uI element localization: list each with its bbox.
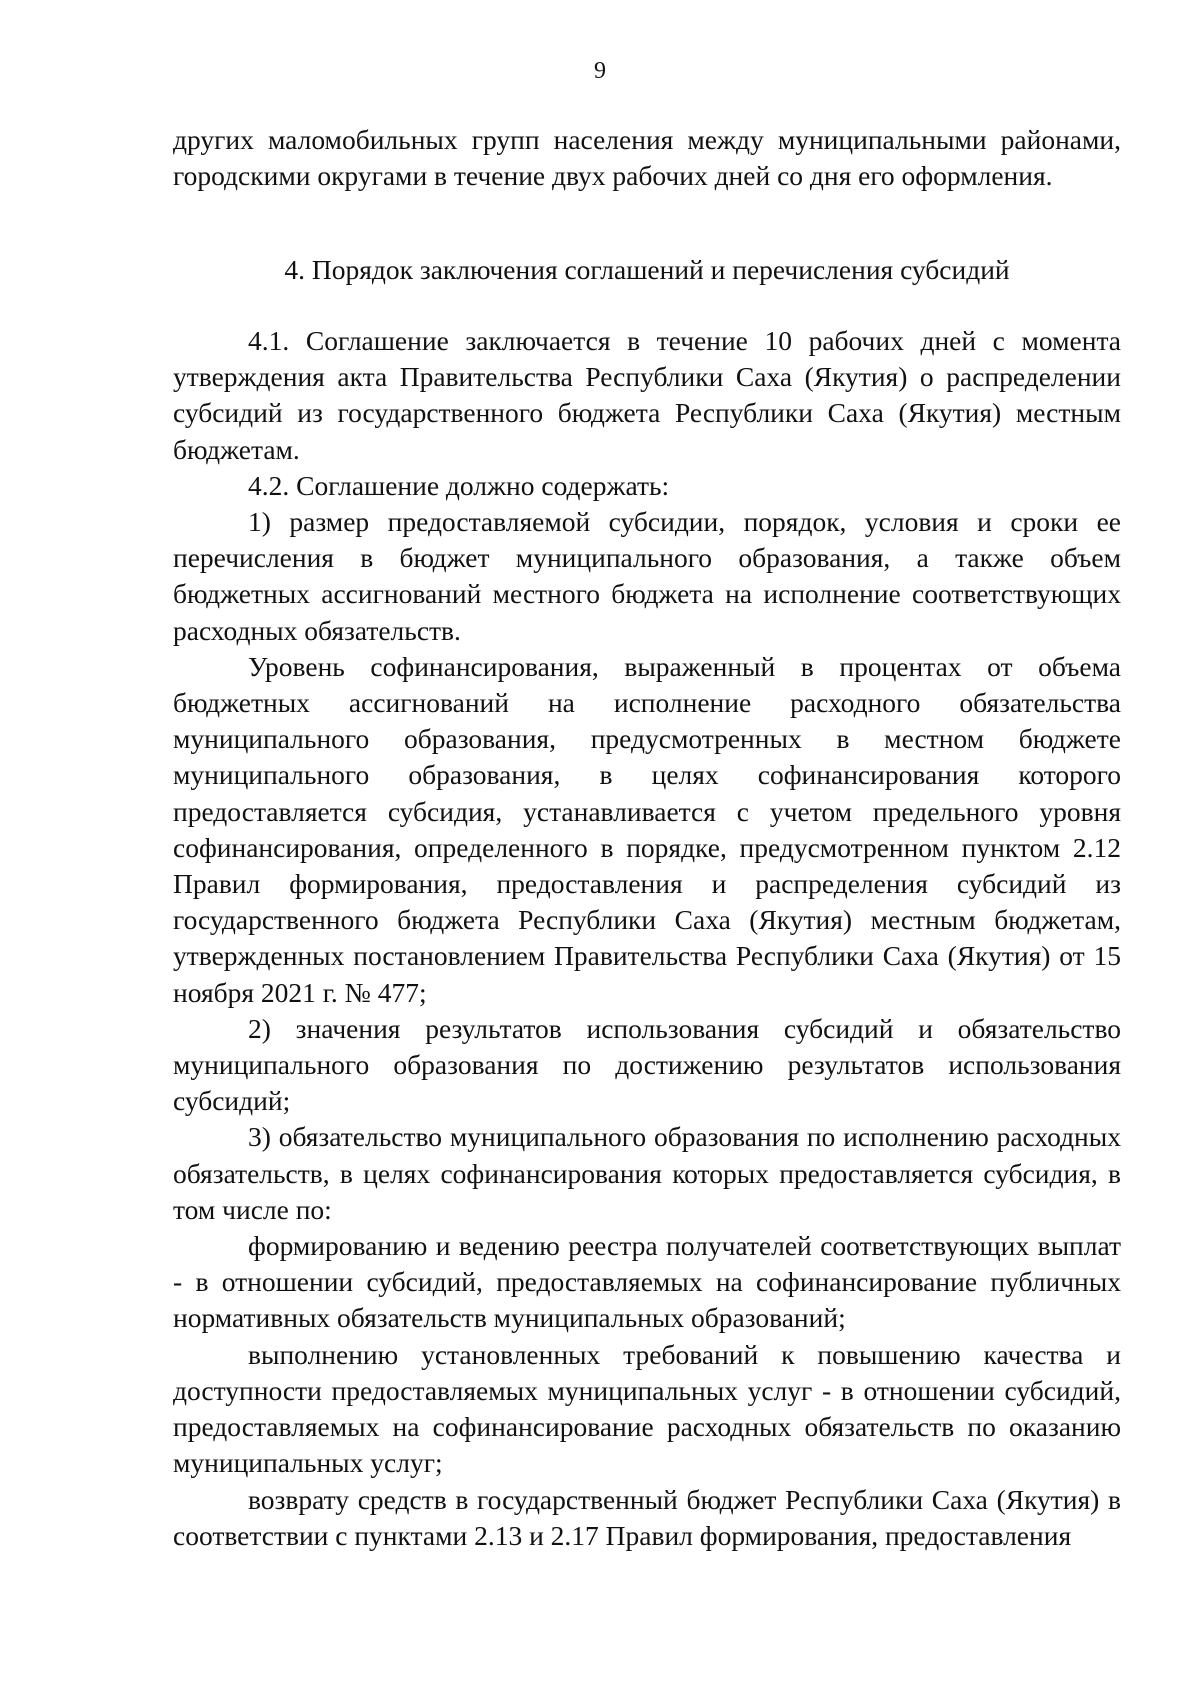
page-number: 9 bbox=[594, 58, 606, 84]
continuation-paragraph: других маломобильных групп населения между муниципальными районами, городскими округами в течение двух рабочих дней со дня его оформления. bbox=[173, 124, 1121, 192]
paragraph-registry: формированию и ведению реестра получателей соответствующих выплат - в отношении субсидий, предоставляемых на софинансирование публичных нормативных обязательств муниципальных образований; bbox=[173, 1230, 1121, 1334]
paragraph-cofinancing-level: Уровень софинансирования, выраженный в процентах от объема бюджетных ассигнований на исполнение расходного обязательства муниципального образования, предусмотренных в местном бюджете муниципального образования, в целях софинансирования которого предоставляется субсидия, устанавливается с учетом предельного уровня софинансирования, определенного в порядке, предусмотренном пунктом 2.12 Правил формирования, предоставления и распределения субсидий из государственного бюджета Республики Саха (Якутия) местным бюджетам, утвержденных постановлением Правительства Республики Саха (Якутия) от 15 ноября 2021 г. № 477; bbox=[173, 650, 1121, 1008]
paragraph-item-3: 3) обязательство муниципального образования по исполнению расходных обязательств, в целях софинансирования которых предоставляется субсидия, в том числе по: bbox=[173, 1121, 1121, 1225]
paragraph-item-1: 1) размер предоставляемой субсидии, порядок, условия и сроки ее перечисления в бюджет муниципального образования, а также объем бюджетных ассигнований местного бюджета на исполнение соответствующих расходных обязательств. bbox=[173, 506, 1121, 646]
paragraph-4-2: 4.2. Соглашение должно содержать: bbox=[248, 469, 670, 501]
section-heading: 4. Порядок заключения соглашений и перечисления субсидий bbox=[284, 254, 1010, 285]
section-body bbox=[173, 323, 1121, 1554]
paragraph-quality-requirements: выполнению установленных требований к повышению качества и доступности предоставляемых муниципальных услуг - в отношении субсидий, предоставляемых на софинансирование расходных обязательств по оказанию муниципальных услуг; bbox=[173, 1338, 1121, 1479]
continuation-block bbox=[173, 122, 1121, 194]
paragraph-refund: возврату средств в государственный бюджет Республики Саха (Якутия) в соответствии с пунктами 2.13 и 2.17 Правил формирования, предоставления bbox=[173, 1483, 1121, 1551]
paragraph-4-1: 4.1. Соглашение заключается в течение 10 рабочих дней с момента утверждения акта Правительства Республики Саха (Якутия) о распределении субсидий из государственного бюджета Республики Саха (Якутия) местным бюджетам. bbox=[173, 325, 1121, 465]
paragraph-item-2: 2) значения результатов использования субсидий и обязательство муниципального образования по достижению результатов использования субсидий; bbox=[173, 1012, 1121, 1117]
